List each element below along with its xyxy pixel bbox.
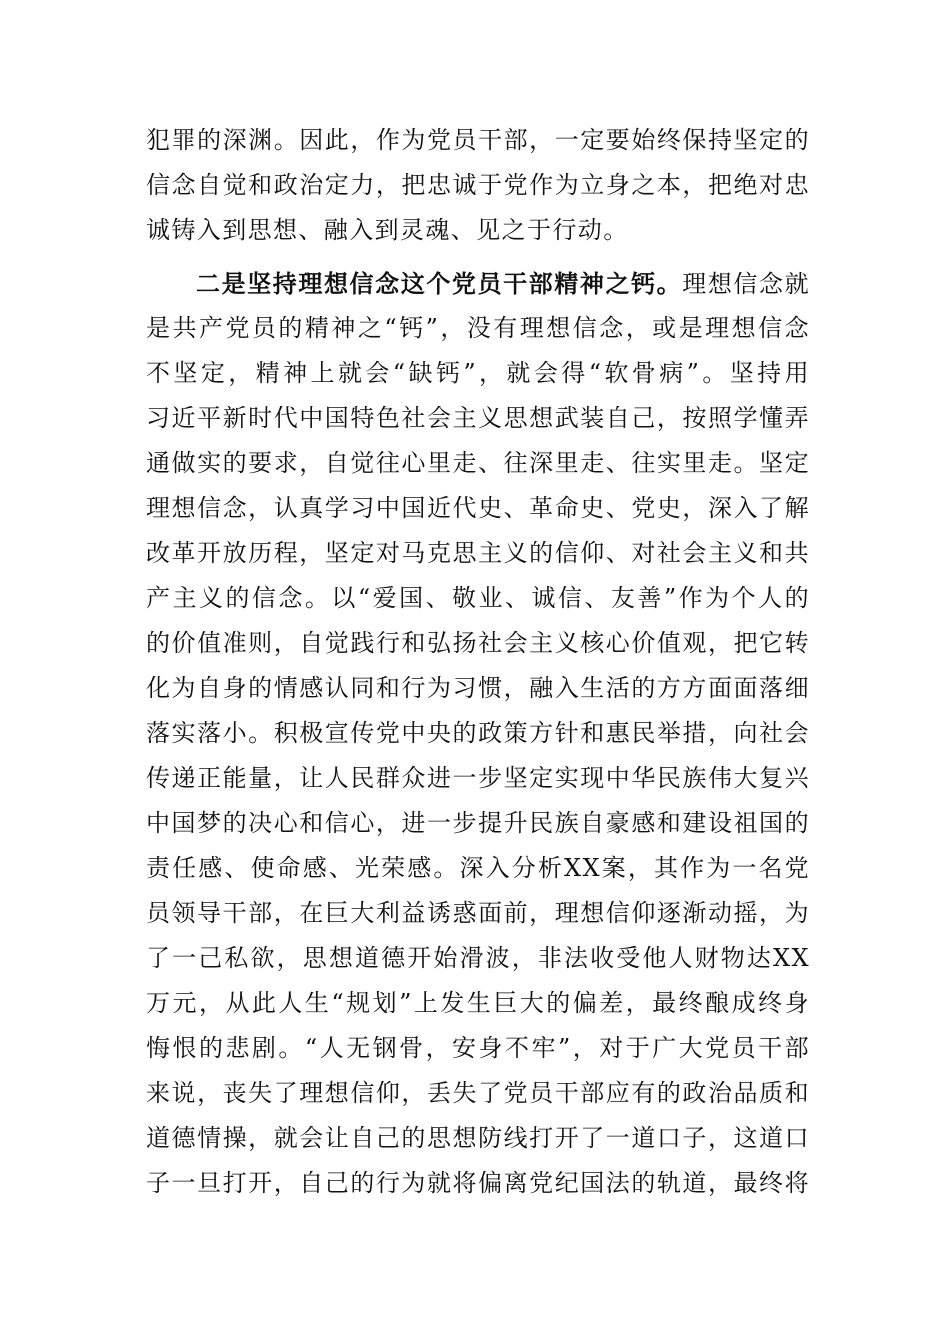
paragraph-2 xyxy=(146,261,810,1206)
text-line: 诚铸入到思想、融入到灵魂、见之于行动。 xyxy=(146,216,629,244)
text-line: 信念自觉和政治定力，把忠诚于党作为立身之本，把绝对忠 xyxy=(146,171,810,199)
text-line: 传递正能量，让人民群众进一步坚定实现中华民族伟大复兴 xyxy=(146,764,810,792)
text-line: 员领导干部，在巨大利益诱惑面前，理想信仰逐渐动摇，为 xyxy=(146,899,810,927)
text-line: 理想信念，认真学习中国近代史、革命史、党史，深入了解 xyxy=(146,494,810,522)
text-line: 是共产党员的精神之“钙”，没有理想信念，或是理想信念 xyxy=(146,314,810,342)
paragraph-spacer xyxy=(146,253,810,261)
paragraph-first-line-rest: 理想信念就 xyxy=(682,270,810,298)
paragraph-1 xyxy=(146,118,810,253)
text-line: 责任感、使命感、光荣感。深入分析XX案，其作为一名党 xyxy=(146,854,810,882)
text-line: 落实落小。积极宣传党中央的政策方针和惠民举措，向社会 xyxy=(146,719,810,747)
text-line: 产主义的信念。以“爱国、敬业、诚信、友善”作为个人的 xyxy=(146,584,810,612)
document-body xyxy=(146,118,810,1206)
text-line: 习近平新时代中国特色社会主义思想武装自己，按照学懂弄 xyxy=(146,404,810,432)
text-line: 悔恨的悲剧。“人无钢骨，安身不牢”，对于广大党员干部 xyxy=(146,1034,810,1062)
text-line: 不坚定，精神上就会“缺钙”，就会得“软骨病”。坚持用 xyxy=(146,359,810,387)
text-line: 道德情操，就会让自己的思想防线打开了一道口子，这道口 xyxy=(146,1124,810,1152)
text-line: 犯罪的深渊。因此，作为党员干部，一定要始终保持坚定的 xyxy=(146,126,810,154)
text-line: 来说，丧失了理想信仰，丢失了党员干部应有的政治品质和 xyxy=(146,1079,810,1107)
text-line: 通做实的要求，自觉往心里走、往深里走、往实里走。坚定 xyxy=(146,449,810,477)
paragraph-heading: 二是坚持理想信念这个党员干部精神之钙。 xyxy=(196,269,683,298)
text-line: 子一旦打开，自己的行为就将偏离党纪国法的轨道，最终将 xyxy=(146,1169,810,1197)
text-line: 化为自身的情感认同和行为习惯，融入生活的方方面面落细 xyxy=(146,674,810,702)
text-line: 万元，从此人生“规划”上发生巨大的偏差，最终酿成终身 xyxy=(146,989,810,1017)
text-line: 改革开放历程，坚定对马克思主义的信仰、对社会主义和共 xyxy=(146,539,810,567)
text-line: 的价值准则，自觉践行和弘扬社会主义核心价值观，把它转 xyxy=(146,629,810,657)
text-line: 中国梦的决心和信心，进一步提升民族自豪感和建设祖国的 xyxy=(146,809,810,837)
text-line: 了一己私欲，思想道德开始滑波，非法收受他人财物达XX xyxy=(146,944,810,972)
text-line-first xyxy=(146,261,810,306)
